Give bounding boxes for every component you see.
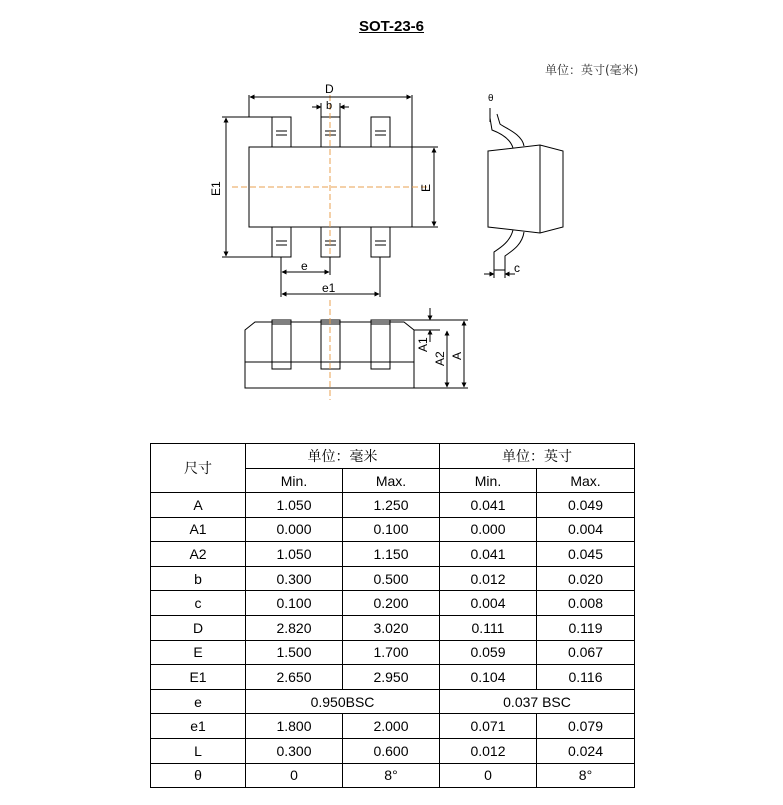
inch-min-cell: 0.012 <box>440 738 537 763</box>
mm-min-cell: 2.650 <box>246 665 343 690</box>
label-D: D <box>325 82 334 96</box>
dim-cell: c <box>151 591 246 616</box>
mm-min-cell: 0.300 <box>246 566 343 591</box>
mm-max-cell: 0.500 <box>343 566 440 591</box>
dim-cell: e1 <box>151 714 246 739</box>
table-row <box>151 566 635 591</box>
dim-cell: b <box>151 566 246 591</box>
lead-top-3 <box>371 117 390 147</box>
inch-max-cell: 0.116 <box>537 665 635 690</box>
inch-min-header: Min. <box>440 469 537 493</box>
table-row <box>151 542 635 567</box>
side-view-body <box>488 145 563 233</box>
mm-max-cell: 3.020 <box>343 615 440 640</box>
inch-span-cell: 0.037 BSC <box>440 689 635 714</box>
dim-cell: E1 <box>151 665 246 690</box>
dimension-table <box>150 443 635 788</box>
inch-header: 单位：英寸 <box>440 444 635 469</box>
lead-top-1 <box>272 117 291 147</box>
inch-min-cell: 0.071 <box>440 714 537 739</box>
table-row <box>151 714 635 739</box>
dim-cell: L <box>151 738 246 763</box>
inch-min-cell: 0 <box>440 763 537 788</box>
dim-cell: E <box>151 640 246 665</box>
table-header-row <box>151 444 635 469</box>
inch-max-cell: 0.119 <box>537 615 635 640</box>
inch-max-header: Max. <box>537 469 635 493</box>
mm-min-cell: 1.500 <box>246 640 343 665</box>
table-row <box>151 738 635 763</box>
inch-max-cell: 0.045 <box>537 542 635 567</box>
mm-max-cell: 0.600 <box>343 738 440 763</box>
mm-max-cell: 1.700 <box>343 640 440 665</box>
inch-max-cell: 0.079 <box>537 714 635 739</box>
table-row <box>151 493 635 518</box>
label-A2: A2 <box>433 351 447 366</box>
inch-max-cell: 0.024 <box>537 738 635 763</box>
table-row <box>151 763 635 788</box>
mm-max-cell: 1.250 <box>343 493 440 518</box>
inch-max-cell: 0.067 <box>537 640 635 665</box>
lead-bottom-1 <box>272 227 291 257</box>
title-text: SOT-23-6 <box>358 18 425 35</box>
top-view <box>222 95 438 297</box>
inch-max-cell: 0.008 <box>537 591 635 616</box>
mm-max-header: Max. <box>343 469 440 493</box>
table-row <box>151 615 635 640</box>
inch-min-cell: 0.012 <box>440 566 537 591</box>
inch-min-cell: 0.004 <box>440 591 537 616</box>
mm-min-cell: 0 <box>246 763 343 788</box>
label-A: A <box>450 351 464 360</box>
mm-min-header: Min. <box>246 469 343 493</box>
unit-note: 单位：英寸(毫米) <box>545 63 639 77</box>
inch-max-cell: 8° <box>537 763 635 788</box>
table-row <box>151 517 635 542</box>
inch-min-cell: 0.059 <box>440 640 537 665</box>
mm-min-cell: 1.800 <box>246 714 343 739</box>
table-row <box>151 640 635 665</box>
mm-min-cell: 0.100 <box>246 591 343 616</box>
inch-max-cell: 0.004 <box>537 517 635 542</box>
mm-span-cell: 0.950BSC <box>246 689 440 714</box>
label-E: E <box>419 183 433 192</box>
inch-max-cell: 0.049 <box>537 493 635 518</box>
mm-max-cell: 1.150 <box>343 542 440 567</box>
mm-max-cell: 2.000 <box>343 714 440 739</box>
mm-min-cell: 1.050 <box>246 493 343 518</box>
mm-min-cell: 0.000 <box>246 517 343 542</box>
label-A1: A1 <box>416 337 430 352</box>
mm-max-cell: 0.200 <box>343 591 440 616</box>
table-row <box>151 665 635 690</box>
table-row <box>151 591 635 616</box>
inch-min-cell: 0.000 <box>440 517 537 542</box>
mm-max-cell: 8° <box>343 763 440 788</box>
label-theta: θ <box>488 94 494 104</box>
label-e1: e1 <box>322 281 336 295</box>
inch-min-cell: 0.104 <box>440 665 537 690</box>
dim-cell: θ <box>151 763 246 788</box>
label-c: c <box>514 261 520 275</box>
mm-max-cell: 2.950 <box>343 665 440 690</box>
mm-min-cell: 1.050 <box>246 542 343 567</box>
mm-min-cell: 0.300 <box>246 738 343 763</box>
inch-min-cell: 0.111 <box>440 615 537 640</box>
dim-cell: e <box>151 689 246 714</box>
table-row <box>151 689 635 714</box>
mm-max-cell: 0.100 <box>343 517 440 542</box>
label-b: b <box>326 100 333 112</box>
dim-cell: D <box>151 615 246 640</box>
dim-cell: A2 <box>151 542 246 567</box>
mm-min-cell: 2.820 <box>246 615 343 640</box>
dim-cell: A1 <box>151 517 246 542</box>
front-view <box>245 300 468 400</box>
inch-min-cell: 0.041 <box>440 542 537 567</box>
label-e: e <box>301 259 308 273</box>
dim-header: 尺寸 <box>151 444 246 493</box>
dim-cell: A <box>151 493 246 518</box>
label-E1: E1 <box>209 181 223 196</box>
inch-min-cell: 0.041 <box>440 493 537 518</box>
side-view <box>484 108 563 278</box>
inch-max-cell: 0.020 <box>537 566 635 591</box>
mm-header: 单位：毫米 <box>246 444 440 469</box>
lead-bottom-3 <box>371 227 390 257</box>
